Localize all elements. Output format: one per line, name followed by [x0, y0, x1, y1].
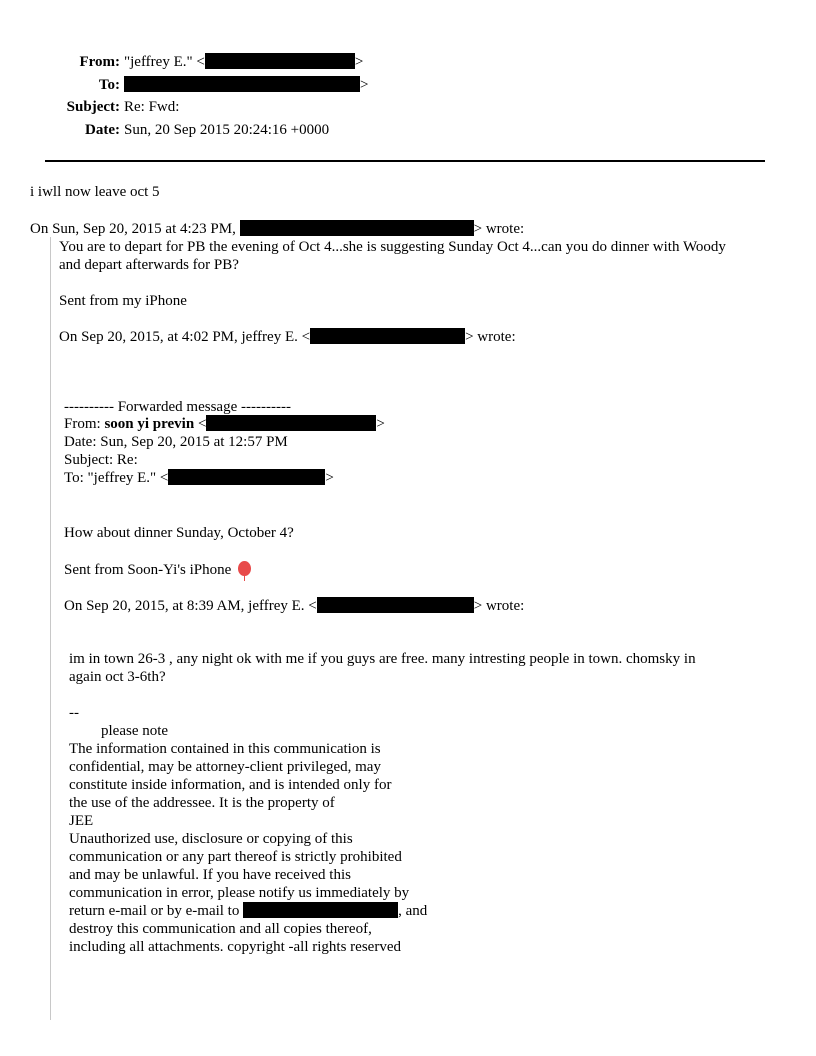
forwarded-to	[64, 469, 334, 487]
quote-intro-2-text: On Sep 20, 2015, at 4:02 PM, jeffrey E. <	[59, 329, 311, 345]
quote-intro-3-text: On Sep 20, 2015, at 8:39 AM, jeffrey E. <	[64, 598, 317, 614]
reply-text: i iwll now leave oct 5	[30, 184, 160, 200]
forwarded-date: Date: Sun, Sep 20, 2015 at 12:57 PM	[64, 434, 288, 450]
redaction	[168, 469, 325, 485]
return-line-start: return e-mail or by e-mail to	[69, 903, 244, 919]
quote-intro-3-end: > wrote:	[473, 598, 525, 614]
forwarded-signature-text: Sent from Soon-Yi's iPhone	[64, 562, 232, 578]
redaction	[240, 220, 474, 236]
forwarded-to-close: >	[325, 470, 334, 486]
disclaimer-line: communication in error, please notify us immediately by	[69, 885, 410, 901]
forwarded-from	[64, 415, 385, 433]
to-close: >	[360, 77, 369, 93]
forwarded-separator: ---------- Forwarded message ----------	[64, 399, 291, 415]
subject-value: Re: Fwd:	[124, 99, 180, 115]
disclaimer-line: Unauthorized use, disclosure or copying of this	[69, 831, 353, 847]
quote-1-line-2: and depart afterwards for PB?	[59, 257, 239, 273]
forwarded-from-name: soon yi previn	[104, 416, 195, 432]
forwarded-message: How about dinner Sunday, October 4?	[64, 525, 294, 541]
redaction	[206, 415, 376, 431]
balloon-icon	[238, 561, 251, 576]
quote-intro-2	[59, 328, 516, 346]
disclaimer-line: JEE	[69, 813, 94, 829]
header-divider	[45, 160, 765, 162]
from-close: >	[354, 54, 364, 70]
please-note: please note	[101, 723, 169, 739]
from-value	[124, 53, 363, 71]
redaction	[243, 902, 398, 918]
sent-from-iphone: Sent from my iPhone	[59, 293, 187, 309]
forwarded-from-close: >	[376, 416, 385, 432]
date-value: Sun, 20 Sep 2015 20:24:16 +0000	[124, 122, 330, 138]
disclaimer-line: and may be unlawful. If you have received this	[69, 867, 351, 883]
from-label: From:	[79, 54, 120, 70]
quote-intro-2-end: > wrote:	[465, 329, 516, 345]
redaction	[124, 76, 360, 92]
forwarded-signature	[64, 561, 251, 579]
original-line-2: again oct 3-6th?	[69, 669, 166, 685]
to-value	[124, 76, 368, 94]
disclaimer-line: the use of the addressee. It is the property of	[69, 795, 335, 811]
disclaimer-return-line	[69, 902, 427, 920]
disclaimer-line: destroy this communication and all copies thereof,	[69, 921, 372, 937]
to-label: To:	[98, 77, 120, 93]
redaction	[317, 597, 474, 613]
disclaimer-line: The information contained in this communication is	[69, 741, 381, 757]
quote-intro-1	[30, 220, 524, 238]
disclaimer-line: communication or any part thereof is strictly prohibited	[69, 849, 402, 865]
original-line-1: im in town 26-3 , any night ok with me if you guys are free. many intresting people in town. chomsky in	[69, 651, 696, 667]
from-name: "jeffrey E." <	[124, 54, 205, 70]
forwarded-subject: Subject: Re:	[64, 452, 138, 468]
disclaimer-line: including all attachments. copyright -all rights reserved	[69, 939, 401, 955]
disclaimer-line: constitute inside information, and is intended only for	[69, 777, 392, 793]
forwarded-from-open: <	[194, 416, 207, 432]
forwarded-from-prefix: From:	[64, 416, 105, 432]
forwarded-to-text: To: "jeffrey E." <	[64, 470, 169, 486]
quote-bar	[50, 237, 51, 1020]
subject-label: Subject:	[66, 99, 120, 115]
quote-intro-1-text: On Sun, Sep 20, 2015 at 4:23 PM,	[30, 221, 236, 237]
disclaimer-line: confidential, may be attorney-client privileged, may	[69, 759, 381, 775]
redaction	[205, 53, 355, 69]
date-label: Date:	[85, 122, 120, 138]
quote-intro-1-end: > wrote:	[473, 221, 525, 237]
quote-1-line-1: You are to depart for PB the evening of Oct 4...she is suggesting Sunday Oct 4...can you do dinner with Woody	[59, 239, 726, 255]
quote-intro-3	[64, 597, 524, 615]
redaction	[310, 328, 465, 344]
return-line-end: , and	[398, 903, 428, 919]
signature-dash: --	[69, 705, 79, 721]
